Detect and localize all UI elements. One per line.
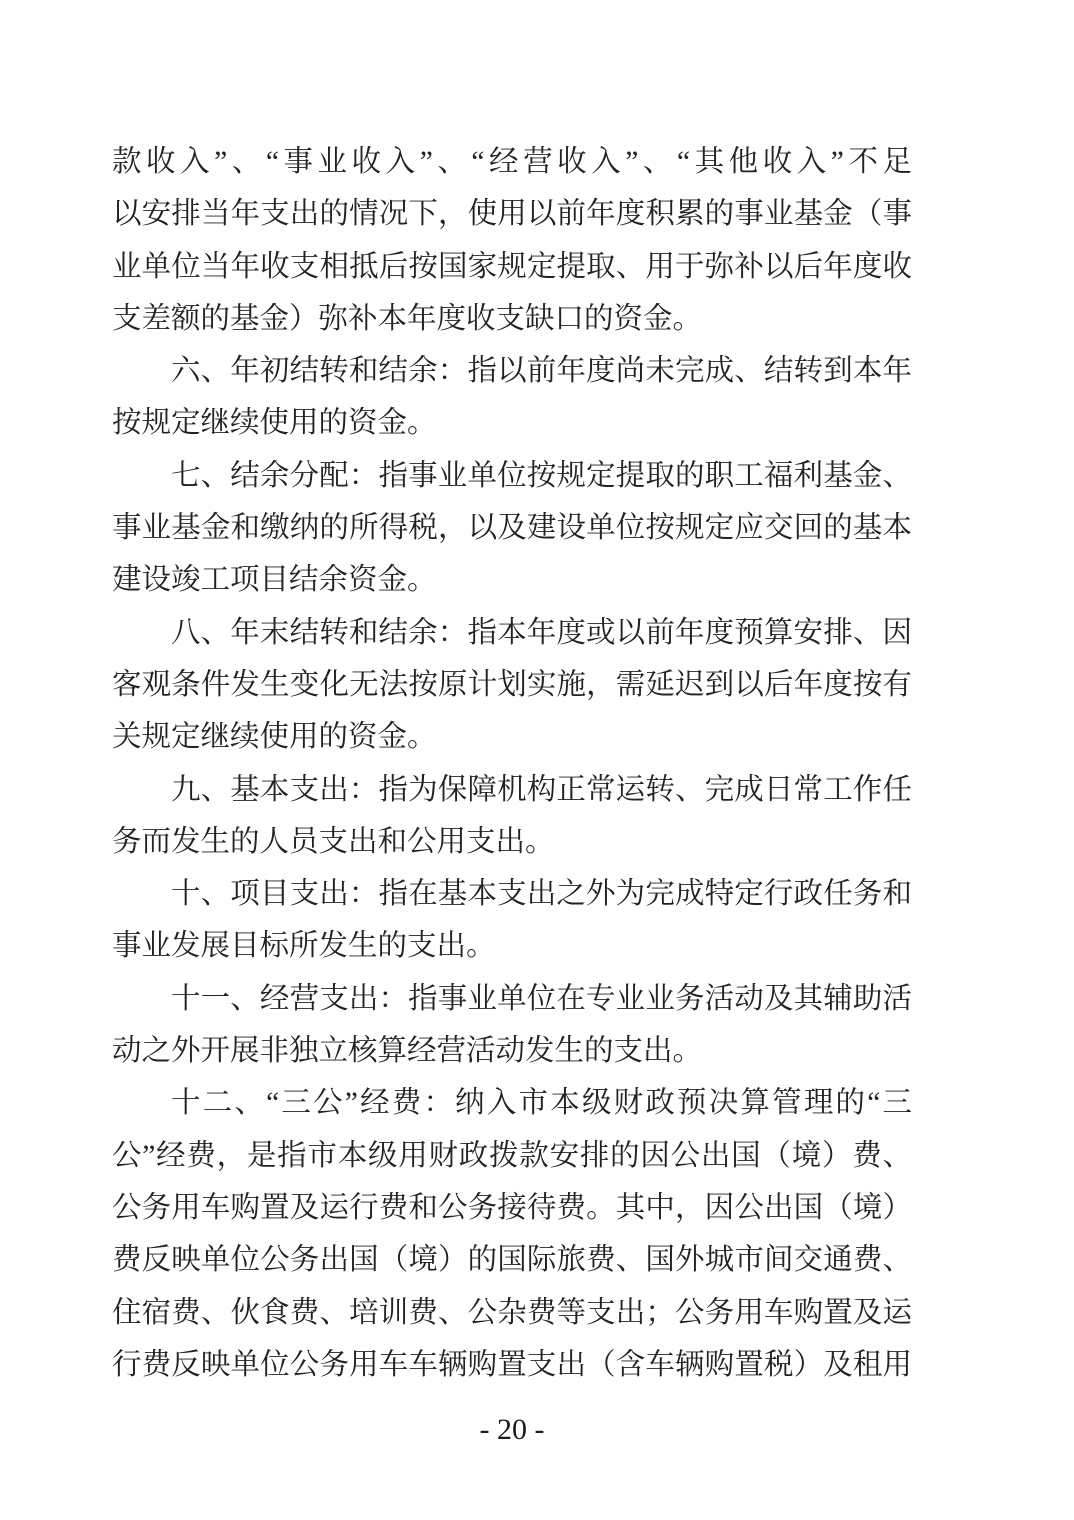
- text-line: 业单位当年收支相抵后按国家规定提取、用于弥补以后年度收: [112, 250, 912, 283]
- text-line: 九、基本支出：指为保障机构正常运转、完成日常工作任: [171, 773, 912, 806]
- text-line: 按规定继续使用的资金。: [112, 407, 437, 440]
- text-line: 以安排当年支出的情况下，使用以前年度积累的事业基金（事: [112, 198, 912, 231]
- text-line: 行费反映单位公务用车车辆购置支出（含车辆购置税）及租用: [112, 1348, 912, 1381]
- text-line: 十、项目支出：指在基本支出之外为完成特定行政任务和: [171, 878, 912, 911]
- text-line: 动之外开展非独立核算经营活动发生的支出。: [112, 1035, 703, 1068]
- text-line: 事业基金和缴纳的所得税，以及建设单位按规定应交回的基本: [112, 512, 912, 545]
- text-line: 公务用车购置及运行费和公务接待费。其中，因公出国（境）: [112, 1191, 912, 1224]
- text-line: 十一、经营支出：指事业单位在专业业务活动及其辅助活: [171, 982, 912, 1015]
- text-line: 务而发生的人员支出和公用支出。: [112, 825, 555, 858]
- document-body: [112, 136, 912, 1391]
- text-line: 七、结余分配：指事业单位按规定提取的职工福利基金、: [171, 459, 912, 492]
- text-line: 公”经费，是指市本级用财政拨款安排的因公出国（境）费、: [112, 1139, 912, 1172]
- text-line: 支差额的基金）弥补本年度收支缺口的资金。: [112, 302, 703, 335]
- text-line: 建设竣工项目结余资金。: [112, 564, 437, 597]
- text-line: 款收入”、“事业收入”、“经营收入”、“其他收入”不足: [112, 146, 912, 178]
- text-line: 十二、“三公”经费：纳入市本级财政预决算管理的“三: [171, 1087, 912, 1120]
- text-line: 客观条件发生变化无法按原计划实施，需延迟到以后年度按有: [112, 668, 912, 701]
- page-number: - 20 -: [479, 1413, 545, 1446]
- page-footer: [112, 1410, 912, 1450]
- text-line: 事业发展目标所发生的支出。: [112, 930, 496, 963]
- text-line: 六、年初结转和结余：指以前年度尚未完成、结转到本年: [171, 355, 912, 388]
- text-line: 关规定继续使用的资金。: [112, 721, 437, 754]
- text-line: 八、年末结转和结余：指本年度或以前年度预算安排、因: [171, 616, 912, 649]
- text-line: 费反映单位公务出国（境）的国际旅费、国外城市间交通费、: [112, 1244, 912, 1277]
- text-line: 住宿费、伙食费、培训费、公杂费等支出；公务用车购置及运: [112, 1296, 912, 1329]
